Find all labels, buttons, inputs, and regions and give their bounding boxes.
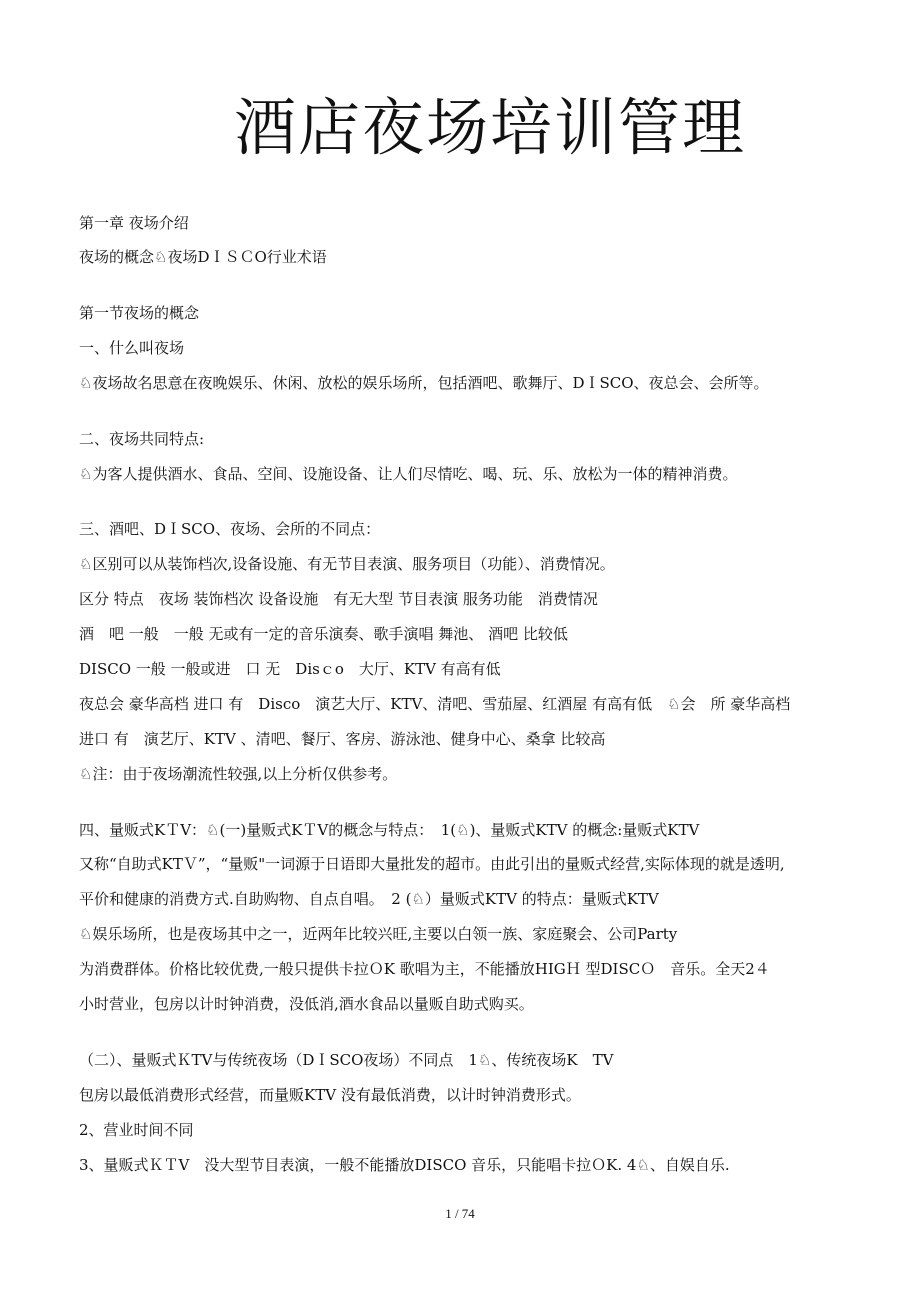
text-line: 又称“自助式KTＶ”，“量贩"一词源于日语即大量批发的超市。由此引出的量贩式经营,实际体现的就是透明, bbox=[79, 855, 785, 873]
text-line: ♘为客人提供酒水、食品、空间、设施设备、让人们尽情吃、喝、玩、乐、放松为一体的精神消费。 bbox=[79, 465, 738, 483]
text-line: 区分 特点 夜场 装饰档次 设备设施 有无大型 节目表演 服务功能 消费情况 bbox=[79, 590, 598, 608]
text-line: ♘娱乐场所，也是夜场其中之一，近两年比较兴旺,主要以白领一族、家庭聚会、公司Party bbox=[79, 925, 678, 943]
text-line: DISCO 一般 一般或进 口 无 Disｃo 大厅、KTV 有高有低 bbox=[79, 660, 501, 678]
text-line: 第一章 夜场介绍 bbox=[79, 214, 189, 232]
text-line: 夜场的概念♘夜场DＩＳＣO行业术语 bbox=[79, 248, 327, 266]
text-line: 四、量贩式KＴV：♘(一)量贩式KＴV的概念与特点： 1(♘)、量贩式KTV 的概念:量贩式KTV bbox=[79, 821, 700, 839]
text-line: 3、量贩式ＫＴV 没大型节目表演，一般不能播放DISCO 音乐，只能唱卡拉ＯK. 4♘、自娱自乐. bbox=[79, 1156, 730, 1174]
text-line: 酒 吧 一般 一般 无或有一定的音乐演奏、歌手演唱 舞池、 酒吧 比较低 bbox=[79, 625, 568, 643]
document-title: 酒店夜场培训管理 bbox=[233, 91, 746, 164]
text-line: 一、什么叫夜场 bbox=[79, 339, 185, 357]
text-line: （二）、量贩式ＫTV与传统夜场（DＩSCO夜场）不同点 1♘、传统夜场K TV bbox=[79, 1051, 614, 1069]
text-line: 三、酒吧、DＩSCO、夜场、会所的不同点： bbox=[79, 520, 381, 538]
text-line: 夜总会 豪华高档 进口 有 Disco 演艺大厅、KTV、清吧、雪茄屋、红酒屋 有高有低 ♘会 所 豪华高档 bbox=[79, 695, 791, 713]
text-line: ♘注：由于夜场潮流性较强,以上分析仅供参考。 bbox=[79, 765, 398, 783]
text-line: 包房以最低消费形式经营，而量贩KTV 没有最低消费，以计时钟消费形式。 bbox=[79, 1086, 581, 1104]
text-line: 平价和健康的消费方式.自助购物、自点自唱。 2 (♘）量贩式KTV 的特点：量贩式KTV bbox=[79, 890, 659, 908]
text-line: 为消费群体。价格比较优费,一般只提供卡拉ＯK 歌唱为主，不能播放HIGＨ 型DISCＯ 音乐。全天2４ bbox=[79, 960, 770, 978]
text-line: 进口 有 演艺厅、KTV 、清吧、餐厅、客房、游泳池、健身中心、桑拿 比较高 bbox=[79, 730, 606, 748]
text-line: 二、夜场共同特点: bbox=[79, 430, 205, 448]
section-heading: 第一节夜场的概念 bbox=[79, 304, 200, 322]
text-line: 小时营业，包房以计时钟消费，没低消,酒水食品以量贩自助式购买。 bbox=[79, 995, 534, 1013]
page-number: 1 / 74 bbox=[445, 1206, 475, 1221]
text-line: ♘夜场故名思意在夜晚娱乐、休闲、放松的娱乐场所，包括酒吧、歌舞厅、DＩSCO、夜总会、会所等。 bbox=[79, 374, 769, 392]
text-line: 2、营业时间不同 bbox=[79, 1121, 194, 1139]
text-line: ♘区别可以从装饰档次,设备设施、有无节目表演、服务项目（功能）、消费情况。 bbox=[79, 555, 615, 573]
